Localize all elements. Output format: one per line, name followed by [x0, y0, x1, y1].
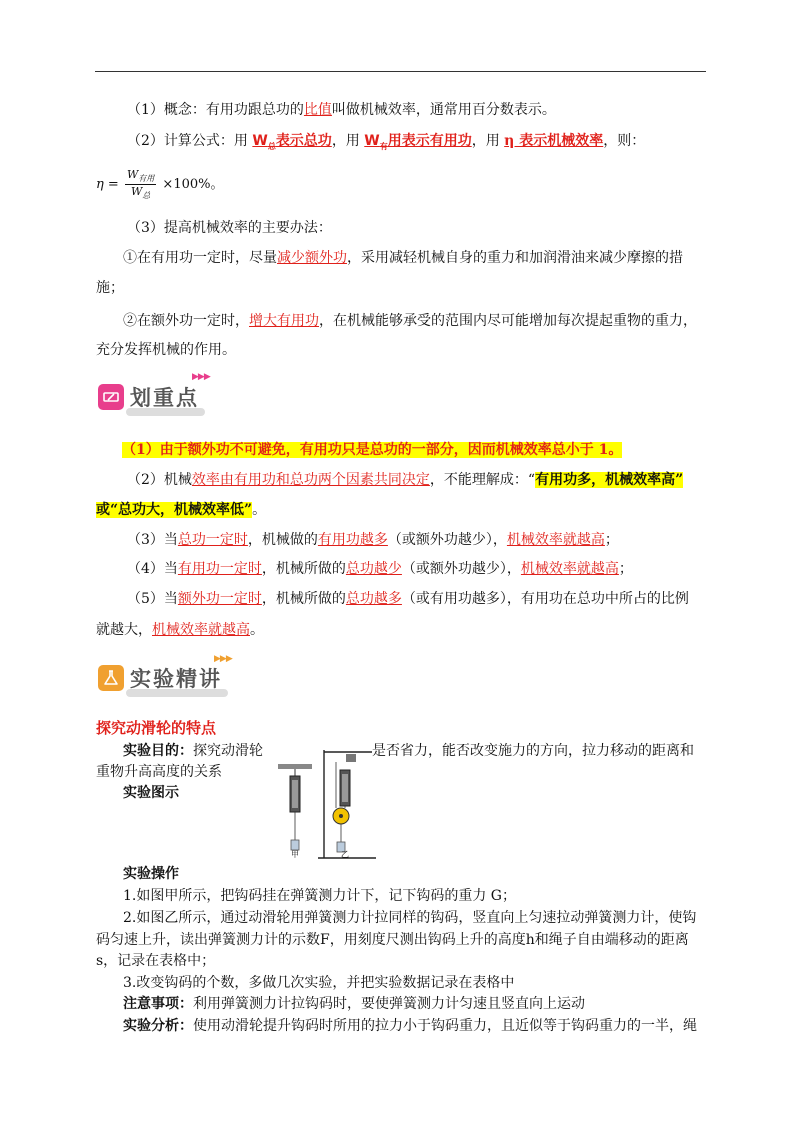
- experiment-purpose-cont: 是否省力，能否改变施力的方向，拉力移动的距离和: [372, 743, 694, 759]
- section-arrows-icon: ▶▶▶: [214, 654, 232, 664]
- experiment-title: 探究动滑轮的特点: [96, 719, 217, 737]
- method-1: ①在有用功一定时，尽量减少额外功，采用减轻机械自身的重力和加润滑油来减少摩擦的措: [123, 250, 683, 266]
- point-5-cont: 就越大，机械效率就越高。: [96, 622, 264, 638]
- experiment-purpose-cont2: 重物升高高度的关系: [96, 764, 222, 780]
- section-title: 划重点: [130, 382, 199, 412]
- method-1-cont: 施；: [96, 280, 124, 296]
- figure-label: 实验图示: [123, 785, 179, 801]
- method-2-cont: 充分发挥机械的作用。: [96, 342, 236, 358]
- point-5: （5）当额外功一定时，机械所做的总功越多（或有用功越多），有用功在总功中所占的比例: [127, 591, 689, 607]
- figure-label-b: 乙: [341, 850, 349, 859]
- figure-label-a: 甲: [291, 850, 299, 859]
- efficiency-formula: η = $\frac{W_{有用}}{W_总}$ ×100%。: [96, 168, 224, 201]
- section-badge-experiment: [98, 663, 222, 693]
- concept-line: （1）概念：有用功跟总功的比值叫做机械效率，通常用百分数表示。: [127, 102, 556, 118]
- analysis-line: 实验分析：使用动滑轮提升钩码时所用的拉力小于钩码重力，且近似等于钩码重力的一半，绳: [123, 1018, 697, 1034]
- operation-2-cont: 码匀速上升，读出弹簧测力计的示数F，用刻度尺测出钩码上升的高度h和绳子自由端移动的距离: [96, 932, 689, 948]
- section-arrows-icon: ▶▶▶: [192, 372, 210, 382]
- point-3: （3）当总功一定时，机械做的有用功越多（或额外功越少），机械效率就越高；: [127, 532, 619, 548]
- flask-icon: [98, 665, 124, 691]
- section-title: 实验精讲: [130, 663, 222, 693]
- methods-title: （3）提高机械效率的主要办法：: [127, 220, 332, 236]
- note-line: 注意事项：利用弹簧测力计拉钩码时，要使弹簧测力计匀速且竖直向上运动: [123, 996, 585, 1012]
- point-2-cont: 或“总功大，机械效率低”。: [96, 502, 267, 518]
- header-rule: [95, 71, 706, 72]
- operation-2: 2.如图乙所示，通过动滑轮用弹簧测力计拉同样的钩码，竖直向上匀速拉动弹簧测力计，使钩: [123, 910, 697, 926]
- formula-definition-line: （2）计算公式：用 $W_总$表示总功，用 $W_有$用表示有用功，用 η 表示机械效率，则：: [127, 133, 646, 151]
- operation-3: 3.改变钩码的个数，多做几次实验，并把实验数据记录在表格中: [123, 975, 515, 991]
- experiment-purpose: 实验目的：探究动滑轮: [123, 743, 263, 759]
- pulley-experiment-figure: [272, 746, 382, 864]
- operation-2-cont2: s，记录在表格中；: [96, 953, 216, 969]
- section-badge-key-points: [98, 382, 199, 412]
- point-2: （2）机械效率由有用功和总功两个因素共同决定，不能理解成：“有用功多，机械效率高”: [127, 472, 684, 488]
- method-2: ②在额外功一定时，增大有用功，在机械能够承受的范围内尽可能增加每次提起重物的重力，: [123, 313, 697, 329]
- operation-1: 1.如图甲所示，把钩码挂在弹簧测力计下，记下钩码的重力 G；: [123, 888, 516, 904]
- highlight-icon: [98, 384, 124, 410]
- point-1: （1）由于额外功不可避免，有用功只是总功的一部分，因而机械效率总小于 1。: [122, 442, 623, 458]
- concept-key: 比值: [303, 102, 332, 118]
- operations-label: 实验操作: [123, 866, 179, 882]
- point-4: （4）当有用功一定时，机械所做的总功越少（或额外功越少），机械效率就越高；: [127, 561, 633, 577]
